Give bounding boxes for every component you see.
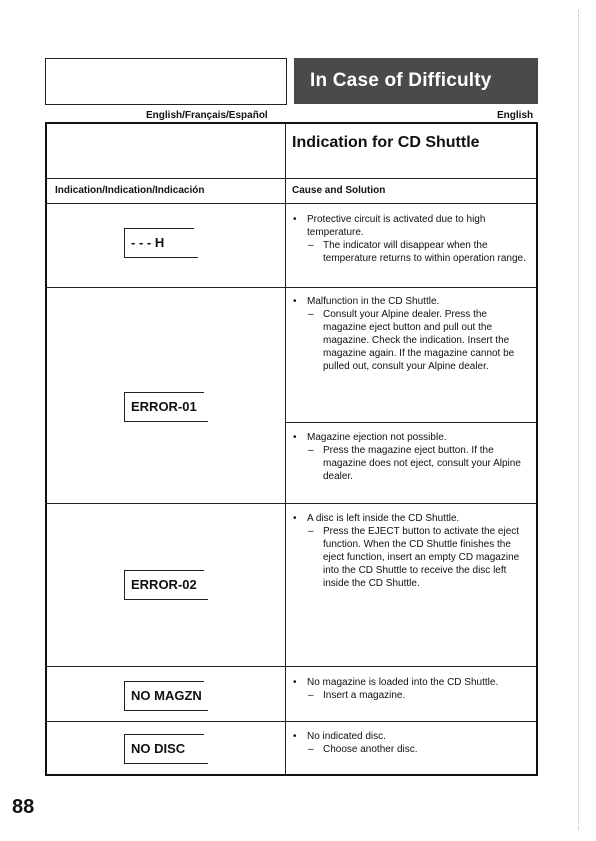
indicator-text: ERROR-02 (131, 577, 197, 592)
row-divider (47, 178, 536, 179)
cause-text: • No magazine is loaded into the CD Shuttle. (293, 676, 531, 689)
cause-cell-h (293, 213, 531, 265)
cause-cell-error-01-ejection (293, 431, 531, 483)
row-divider (47, 503, 536, 504)
indication-table (45, 122, 538, 776)
cause-text: • Magazine ejection not possible. (293, 431, 531, 444)
language-label-right: English (497, 110, 534, 121)
page-edge-decoration (578, 10, 580, 830)
page-number: 88 (12, 796, 35, 818)
indicator-text: - - - H (131, 235, 165, 250)
cause-cell-error-01 (293, 295, 531, 373)
solution-text: – The indicator will disappear when the temperature returns to within operation range. (293, 239, 531, 265)
header-blank-box (45, 58, 287, 105)
indicator-display-error-01 (124, 392, 208, 422)
cause-cell-error-02 (293, 512, 531, 590)
row-divider (47, 721, 536, 722)
cause-text: • A disc is left inside the CD Shuttle. (293, 512, 531, 525)
cause-text: • No indicated disc. (293, 730, 531, 743)
indicator-display-no-disc (124, 734, 208, 764)
row-divider (285, 422, 536, 423)
cause-cell-no-magazine (293, 676, 531, 702)
indicator-display-error-02 (124, 570, 208, 600)
cause-text: • Protective circuit is activated due to high temperature. (293, 213, 531, 239)
row-divider (47, 287, 536, 288)
language-label-left: English/Français/Español (146, 110, 268, 121)
indicator-display-no-magazine (124, 681, 208, 711)
solution-text: – Press the EJECT button to activate the eject function. When the CD Shuttle finishes the eject function, insert an empty CD magazine into the CD Shuttle to receive the disc left inside the CD Shuttle. (293, 525, 531, 590)
cause-cell-no-disc (293, 730, 531, 756)
indicator-display-h (124, 228, 198, 258)
indicator-text: ERROR-01 (131, 399, 197, 414)
indicator-text: NO MAGZN (131, 688, 202, 703)
solution-text: – Press the magazine eject button. If the magazine does not eject, consult your Alpine dealer. (293, 444, 531, 483)
row-divider (47, 666, 536, 667)
solution-text: – Insert a magazine. (293, 689, 531, 702)
page-title-banner: In Case of Difficulty (294, 58, 538, 104)
column-header-indication: Indication/Indication/Indicación (55, 185, 205, 196)
cause-text: • Malfunction in the CD Shuttle. (293, 295, 531, 308)
column-header-cause: Cause and Solution (292, 185, 386, 196)
solution-text: – Consult your Alpine dealer. Press the magazine eject button and pull out the magazine. Check the indication. Insert the magazine again. If the magazine cannot be pulled out, consult your Alpine dealer. (293, 308, 531, 373)
column-divider (285, 124, 286, 774)
indicator-text: NO DISC (131, 741, 186, 756)
solution-text: – Choose another disc. (293, 743, 531, 756)
section-title: Indication for CD Shuttle (292, 134, 480, 151)
row-divider (47, 203, 536, 204)
